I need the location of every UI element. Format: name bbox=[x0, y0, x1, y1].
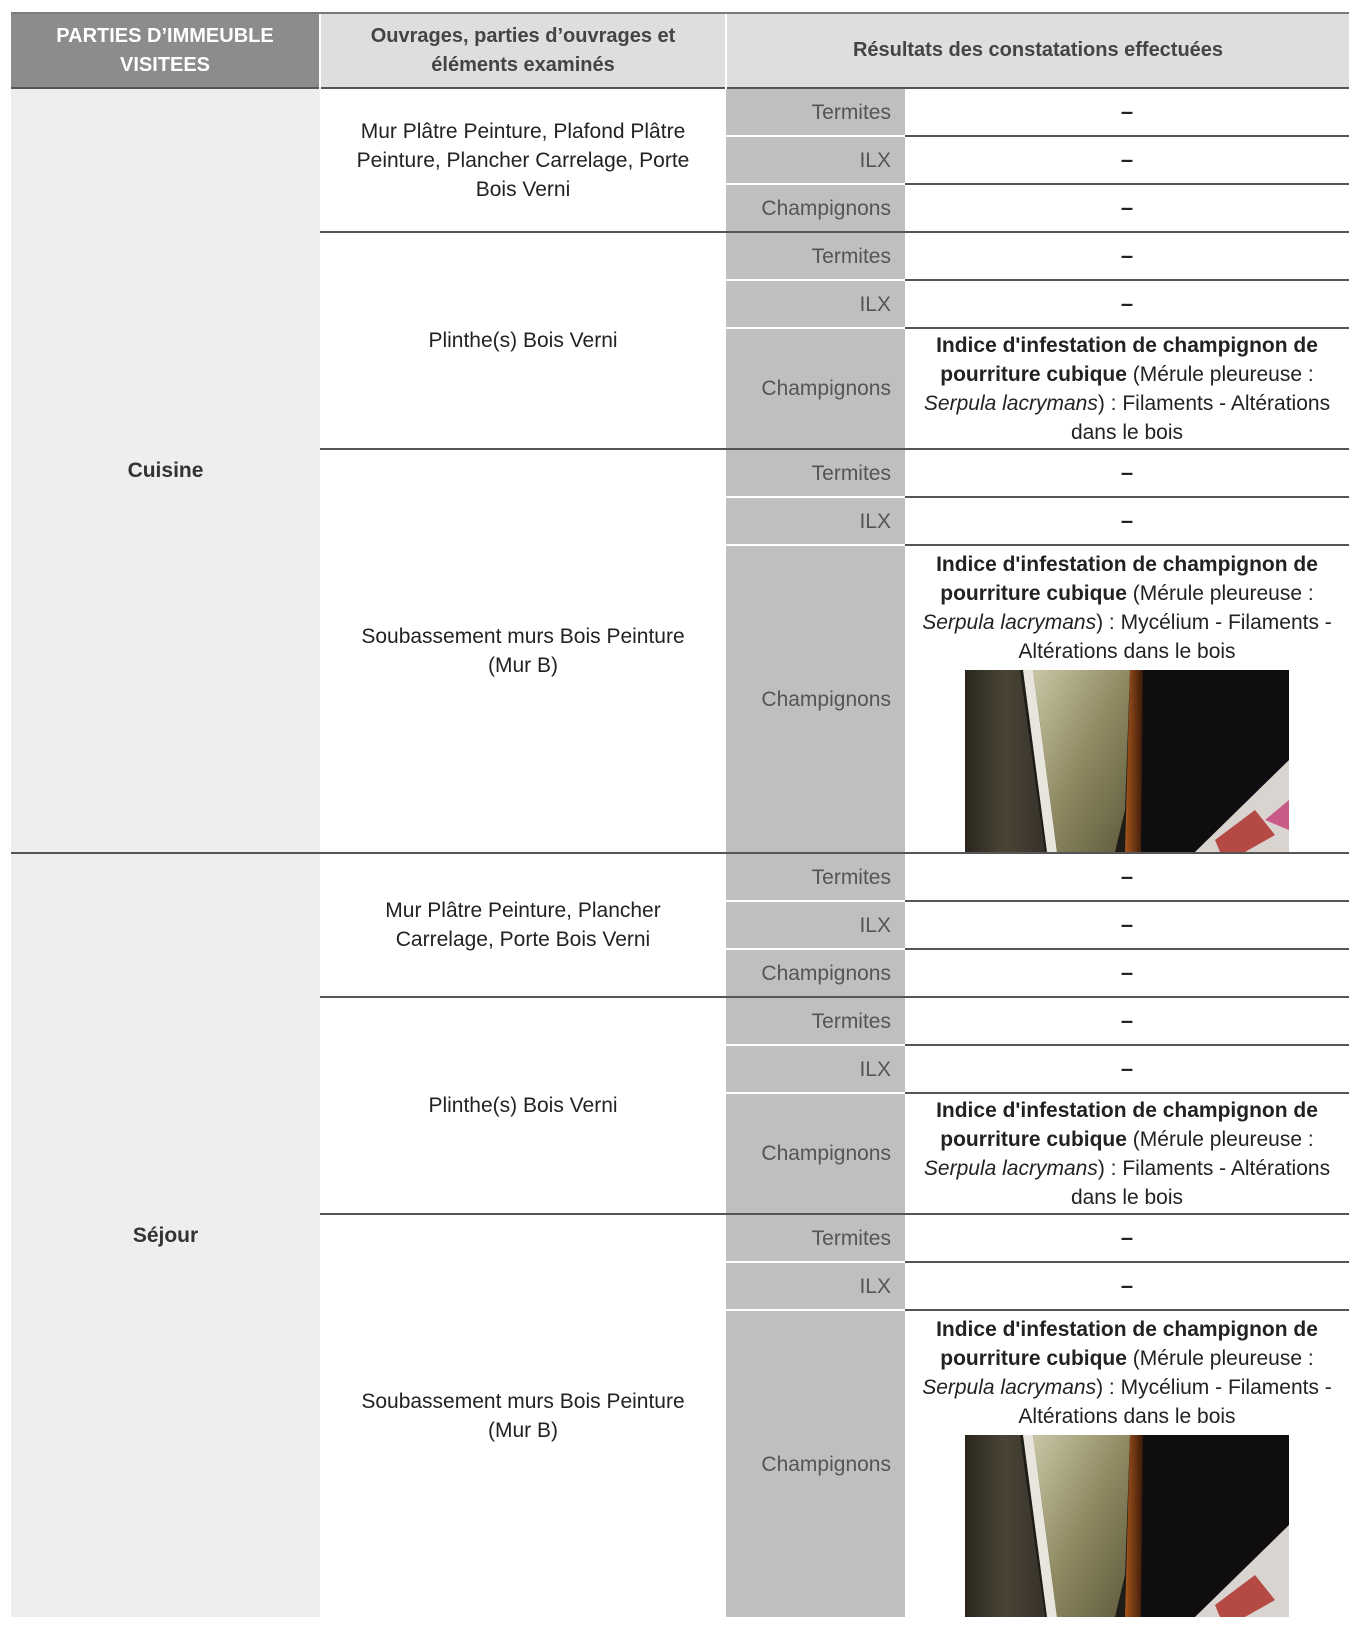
table-header-row bbox=[11, 13, 1349, 88]
result-none: – bbox=[1120, 912, 1134, 937]
result-cell bbox=[905, 997, 1349, 1045]
category-termites: Termites bbox=[726, 997, 905, 1045]
header-results: Résultats des constatations effectuées bbox=[726, 13, 1349, 88]
category-champignons: Champignons bbox=[726, 1093, 905, 1214]
category-termites: Termites bbox=[726, 88, 905, 136]
element-cell: Plinthe(s) Bois Verni bbox=[320, 232, 726, 449]
finding-species-intro: (Mérule pleureuse : bbox=[1126, 1127, 1314, 1151]
element-cell: Mur Plâtre Peinture, Plancher Carrelage, Porte Bois Verni bbox=[320, 853, 726, 997]
result-cell bbox=[905, 184, 1349, 232]
finding-cell bbox=[905, 545, 1349, 853]
finding-title: Indice d'infestation de champignon de pourriture cubique bbox=[936, 1098, 1318, 1151]
finding-text bbox=[924, 1099, 1330, 1209]
fungus-photo bbox=[965, 1435, 1289, 1617]
result-cell bbox=[905, 280, 1349, 328]
finding-title: Indice d'infestation de champignon de pourriture cubique bbox=[936, 1318, 1318, 1370]
element-cell: Soubassement murs Bois Peinture (Mur B) bbox=[320, 449, 726, 853]
result-none: – bbox=[1120, 195, 1134, 220]
finding-species-intro: (Mérule pleureuse : bbox=[1126, 362, 1314, 386]
finding-text bbox=[922, 1318, 1332, 1428]
inspection-table bbox=[11, 12, 1349, 1617]
category-termites: Termites bbox=[726, 1214, 905, 1262]
finding-cell bbox=[905, 1310, 1349, 1617]
category-champignons: Champignons bbox=[726, 949, 905, 997]
result-cell bbox=[905, 449, 1349, 497]
result-cell bbox=[905, 497, 1349, 545]
table-row bbox=[11, 853, 1349, 901]
finding-text bbox=[924, 334, 1330, 444]
finding-species-intro: (Mérule pleureuse : bbox=[1126, 582, 1314, 605]
result-none: – bbox=[1120, 1056, 1134, 1081]
finding-species: Serpula lacrymans bbox=[923, 1156, 1098, 1180]
result-none: – bbox=[1120, 291, 1134, 316]
category-ilx: ILX bbox=[726, 136, 905, 184]
category-ilx: ILX bbox=[726, 1045, 905, 1093]
finding-species: Serpula lacrymans bbox=[922, 1376, 1097, 1399]
category-ilx: ILX bbox=[726, 1262, 905, 1310]
result-none: – bbox=[1120, 1273, 1134, 1298]
result-none: – bbox=[1120, 864, 1134, 889]
result-cell bbox=[905, 1045, 1349, 1093]
result-none: – bbox=[1120, 508, 1134, 533]
category-champignons: Champignons bbox=[726, 328, 905, 449]
result-cell bbox=[905, 853, 1349, 901]
category-champignons: Champignons bbox=[726, 184, 905, 232]
finding-detail: ) : Mycélium - Filaments - Altérations dans le bois bbox=[1018, 1376, 1332, 1428]
room-name-sejour: Séjour bbox=[11, 853, 320, 1617]
category-champignons: Champignons bbox=[726, 545, 905, 853]
result-none: – bbox=[1120, 99, 1134, 124]
category-termites: Termites bbox=[726, 449, 905, 497]
result-cell bbox=[905, 1214, 1349, 1262]
result-cell bbox=[905, 88, 1349, 136]
result-cell bbox=[905, 1262, 1349, 1310]
category-termites: Termites bbox=[726, 232, 905, 280]
table-row bbox=[11, 88, 1349, 136]
result-none: – bbox=[1120, 243, 1134, 268]
result-none: – bbox=[1120, 460, 1134, 485]
finding-cell bbox=[905, 328, 1349, 449]
finding-species: Serpula lacrymans bbox=[923, 391, 1098, 415]
category-ilx: ILX bbox=[726, 901, 905, 949]
result-none: – bbox=[1120, 1225, 1134, 1250]
result-cell bbox=[905, 901, 1349, 949]
category-champignons: Champignons bbox=[726, 1310, 905, 1617]
finding-species-intro: (Mérule pleureuse : bbox=[1126, 1347, 1314, 1370]
result-cell bbox=[905, 232, 1349, 280]
finding-species: Serpula lacrymans bbox=[922, 611, 1097, 634]
header-room: PARTIES D’IMMEUBLE VISITEES bbox=[11, 13, 320, 88]
category-ilx: ILX bbox=[726, 280, 905, 328]
finding-title: Indice d'infestation de champignon de pourriture cubique bbox=[936, 333, 1318, 386]
finding-text bbox=[922, 553, 1332, 663]
result-cell bbox=[905, 949, 1349, 997]
element-cell: Mur Plâtre Peinture, Plafond Plâtre Peinture, Plancher Carrelage, Porte Bois Verni bbox=[320, 88, 726, 232]
fungus-photo bbox=[965, 670, 1289, 852]
finding-detail: ) : Filaments - Altérations dans le bois bbox=[1070, 391, 1331, 444]
category-termites: Termites bbox=[726, 853, 905, 901]
category-ilx: ILX bbox=[726, 497, 905, 545]
header-element: Ouvrages, parties d’ouvrages et éléments examinés bbox=[320, 13, 726, 88]
result-none: – bbox=[1120, 960, 1134, 985]
result-none: – bbox=[1120, 1008, 1134, 1033]
element-cell: Plinthe(s) Bois Verni bbox=[320, 997, 726, 1214]
room-name-cuisine: Cuisine bbox=[11, 88, 320, 853]
finding-detail: ) : Filaments - Altérations dans le bois bbox=[1070, 1156, 1331, 1209]
result-none: – bbox=[1120, 147, 1134, 172]
finding-cell bbox=[905, 1093, 1349, 1214]
result-cell bbox=[905, 136, 1349, 184]
finding-title: Indice d'infestation de champignon de pourriture cubique bbox=[936, 553, 1318, 605]
element-cell: Soubassement murs Bois Peinture (Mur B) bbox=[320, 1214, 726, 1617]
finding-detail: ) : Mycélium - Filaments - Altérations dans le bois bbox=[1018, 611, 1332, 663]
